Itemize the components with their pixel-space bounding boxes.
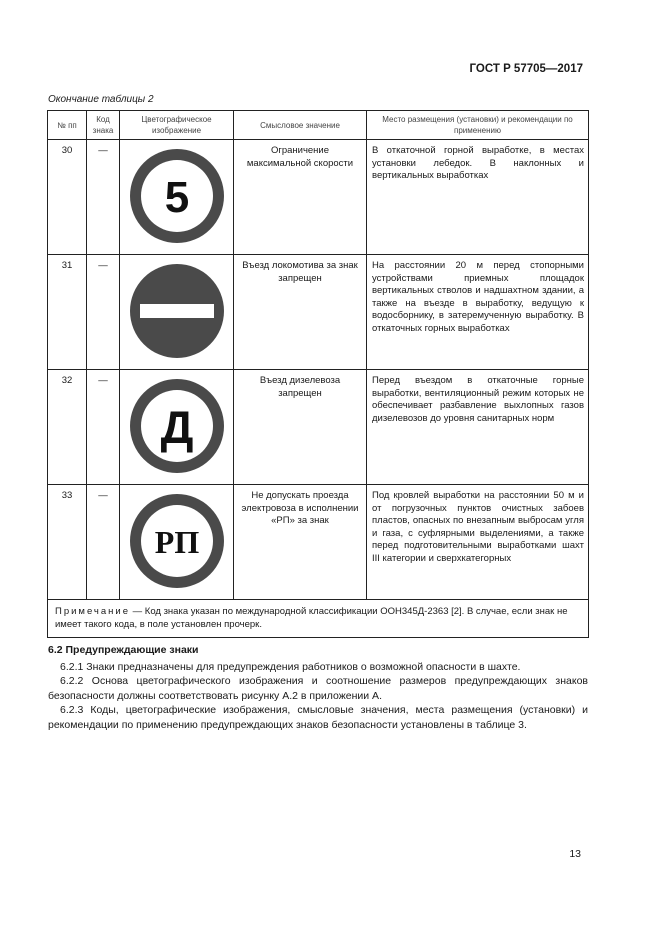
- sign-label: Д: [160, 401, 193, 453]
- sign-image-cell: [120, 255, 234, 370]
- paragraph: 6.2.2 Основа цветографического изображения и соотношение размеров предупреждающих знаков безопасности должны соответствовать рисунку А.2 в приложении А.: [48, 675, 588, 702]
- signs-table: [47, 110, 589, 638]
- row-placement: Перед въездом в откаточные горные выработки, вентиляционный режим которых не обеспечивает разбавление выхлопных газов дизелевозов до уровня санитарных норм: [367, 370, 589, 485]
- row-code: —: [87, 140, 120, 255]
- row-meaning: Не допускать проезда электровоза в исполнении «РП» за знак: [234, 485, 367, 600]
- table-header-row: [48, 111, 589, 140]
- col-header-placement: Место размещения (установки) и рекомендации по применению: [367, 111, 589, 140]
- table-row: [48, 485, 589, 600]
- document-code: ГОСТ Р 57705—2017: [469, 63, 583, 75]
- row-meaning: Въезд локомотива за знак запрещен: [234, 255, 367, 370]
- paragraph: 6.2.3 Коды, цветографические изображения, смысловые значения, места размещения (установки) и рекомендации по применению предупреждающих знаков безопасности установлены в таблице 3.: [48, 704, 588, 731]
- row-number: 31: [48, 255, 87, 370]
- row-placement: В откаточной горной выработке, в местах установки лебедок. В наклонных и вертикальных выработках: [367, 140, 589, 255]
- row-placement: На расстоянии 20 м перед стопорными устройствами приемных площадок вертикальных стволов и надшахтном здании, а также на въезде в выработку, ведущую к водосборнику, в затеремученную выработку. В откаточных горных выработках: [367, 255, 589, 370]
- electric-locomotive-sign-icon: [127, 491, 227, 591]
- section-title: 6.2 Предупреждающие знаки: [48, 644, 199, 656]
- diesel-locomotive-sign-icon: [127, 376, 227, 476]
- table-note-row: [48, 600, 589, 638]
- note-label: Примечание: [55, 606, 130, 617]
- sign-image-cell: [120, 140, 234, 255]
- row-meaning: Въезд дизелевоза запрещен: [234, 370, 367, 485]
- page-number: 13: [569, 848, 581, 860]
- row-placement: Под кровлей выработки на расстоянии 50 м и от погрузочных пунктов очистных забоев пластов, опасных по внезапным выбросам угля и газа, с суфлярными выделениями, а также перед подготовительными выработками шахт III категории и сверхкатегорных: [367, 485, 589, 600]
- table-caption: Окончание таблицы 2: [48, 94, 154, 105]
- speed-limit-sign-icon: [127, 146, 227, 246]
- no-entry-sign-icon: [127, 261, 227, 361]
- sign-image-cell: [120, 370, 234, 485]
- row-number: 30: [48, 140, 87, 255]
- table-row: [48, 255, 589, 370]
- col-header-code: Код знака: [87, 111, 120, 140]
- row-code: —: [87, 370, 120, 485]
- table-row: [48, 370, 589, 485]
- sign-label: РП: [154, 524, 199, 560]
- table-note: [48, 600, 589, 638]
- row-number: 32: [48, 370, 87, 485]
- note-text: — Код знака указан по международной классификации ООН345Д-2363 [2]. В случае, если знак не имеет такого кода, в поле установлен прочерк.: [55, 606, 568, 630]
- col-header-num: № пп: [48, 111, 87, 140]
- col-header-meaning: Смысловое значение: [234, 111, 367, 140]
- col-header-image: Цветографическое изображение: [120, 111, 234, 140]
- row-code: —: [87, 485, 120, 600]
- table-row: [48, 140, 589, 255]
- row-number: 33: [48, 485, 87, 600]
- row-meaning: Ограничение максимальной скорости: [234, 140, 367, 255]
- row-code: —: [87, 255, 120, 370]
- sign-image-cell: [120, 485, 234, 600]
- paragraph: 6.2.1 Знаки предназначены для предупреждения работников о возможной опасности в шахте.: [60, 661, 521, 673]
- sign-label: 5: [164, 173, 189, 222]
